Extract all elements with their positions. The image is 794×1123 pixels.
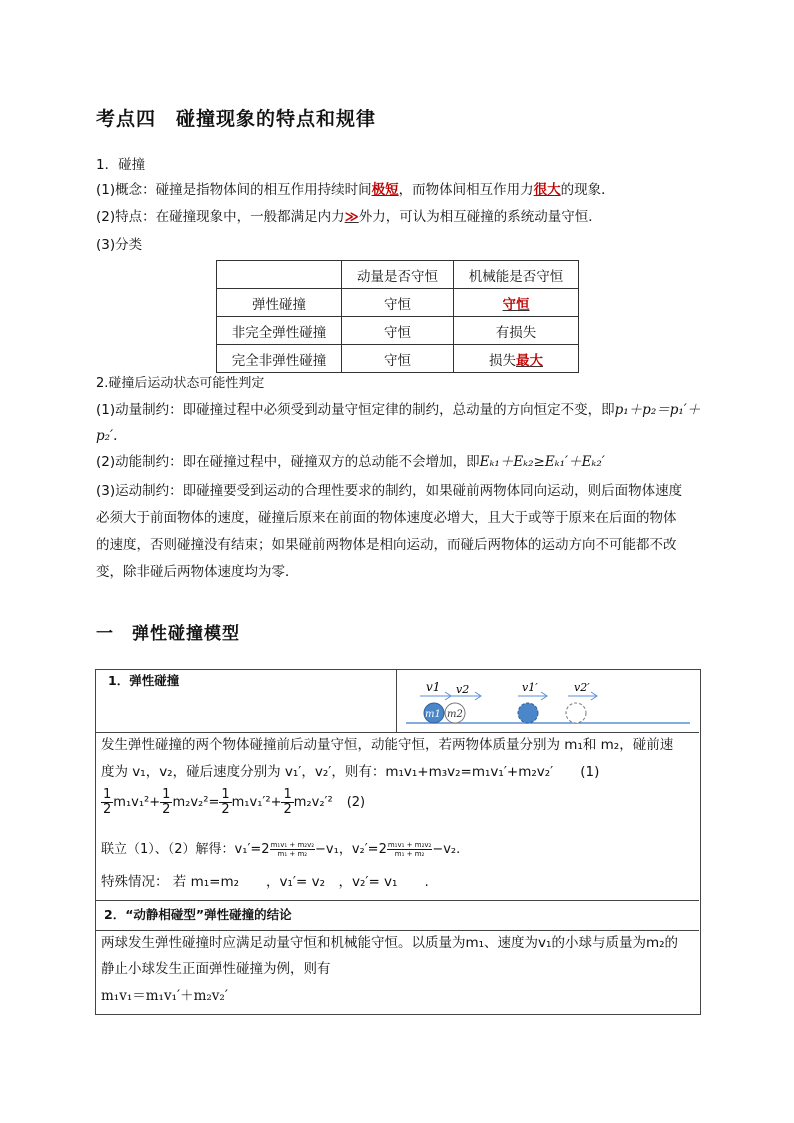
collision-heading: 1．碰撞: [96, 157, 146, 173]
momentum-constraint-cont: p₂′.: [96, 428, 118, 444]
box-divider-vertical: [396, 669, 397, 732]
half-fraction: $\frac{1}{2}$: [283, 787, 292, 817]
row-energy-text: 损失: [489, 352, 516, 369]
feature-text-1: (2)特点：在碰撞现象中，一般都满足内力: [96, 209, 345, 225]
solution-line: [101, 838, 460, 862]
row-type: 弹性碰撞: [217, 289, 342, 317]
table-row: [217, 289, 579, 317]
row-energy: [454, 317, 579, 345]
half-fraction: $\frac{1}{2}$: [221, 787, 230, 817]
row-momentum: 守恒: [342, 345, 454, 373]
label-m2: m2: [447, 709, 463, 720]
solution-text-2: −v₁，v₂′=2: [315, 842, 387, 857]
row-energy-text: 有损失: [495, 324, 537, 341]
eq2-term-1: m₁v₁²+: [113, 795, 161, 810]
concept-red-short: 极短: [371, 182, 399, 198]
label-v2p: v2′: [574, 681, 590, 694]
motion-constraint-1: (3)运动制约：即碰撞要受到运动的合理性要求的制约，如果碰前两物体同向运动，则后面物体速度: [96, 483, 683, 499]
solution-fraction-2: $\frac{\text{m₁v₁ + m₂v₂}}{\text{m₁ + m₂}}$: [387, 841, 432, 858]
concept-text-1: (1)概念：碰撞是指物体间的相互作用持续时间: [96, 182, 372, 198]
box-divider: [95, 930, 699, 931]
table-row: [217, 317, 579, 345]
half-fraction: $\frac{1}{2}$: [103, 787, 112, 817]
classification-table: [216, 260, 579, 373]
eq2-tag: (2): [346, 795, 366, 810]
label-v1p: v1′: [522, 681, 538, 694]
motion-constraint-2: 必须大于前面物体的速度，碰撞后原来在前面的物体速度必增大，且大于或等于原来在后面的物体: [96, 510, 677, 526]
energy-constraint-eq: Eₖ₁＋Eₖ₂≥Eₖ₁′＋Eₖ₂′: [479, 454, 605, 470]
label-v1: v1: [426, 680, 441, 694]
concept-text-3: 的现象．: [560, 182, 615, 198]
static-collision-text-2: 静止小球发生正面弹性碰撞为例，则有: [101, 961, 331, 977]
solution-text-3: −v₂.: [432, 842, 461, 857]
motion-constraint-3: 的速度，否则碰撞没有结束；如果碰前两物体是相向运动，而碰后两物体的运动方向不可能都不改: [96, 537, 677, 553]
concept-text-2: ，而物体间相互作用力: [398, 182, 534, 198]
row-momentum: 守恒: [342, 317, 454, 345]
energy-constraint: [96, 452, 605, 472]
section-title: 考点四 碰撞现象的特点和规律: [96, 108, 377, 130]
elastic-text-2: 度为 v₁，v₂，碰后速度分别为 v₁′，v₂′，则有：m₁v₁+m₃v₂=m₁v₁′+m₂v₂′ (1): [101, 764, 600, 780]
row-momentum: 守恒: [342, 289, 454, 317]
row-energy-red: 最大: [516, 352, 543, 369]
eq2-term-3: m₁v₁′²+: [231, 795, 282, 810]
feature-red: ≫: [344, 209, 359, 225]
table-header-row: [217, 261, 579, 289]
elastic-text-1: 发生弹性碰撞的两个物体碰撞前后动量守恒，动能守恒，若两物体质量分别为 m₁和 m₂，碰前速: [101, 737, 674, 753]
energy-constraint-text: (2)动能制约：即在碰撞过程中，碰撞双方的总动能不会增加，即: [96, 454, 480, 470]
row-energy-red: 守恒: [502, 296, 530, 313]
table-header-energy: 机械能是否守恒: [454, 261, 579, 289]
box-divider: [95, 900, 699, 901]
energy-equation: [101, 788, 365, 817]
label-m1: m1: [425, 709, 441, 720]
feature-text-2: 外力，可认为相互碰撞的系统动量守恒．: [358, 209, 602, 225]
classify-line: (3)分类: [96, 237, 143, 253]
elastic-heading: 1．弹性碰撞: [108, 673, 180, 688]
model-title: 一 弹性碰撞模型: [96, 624, 240, 644]
static-collision-text-1: 两球发生弹性碰撞时应满足动量守恒和机械能守恒。以质量为m₁、速度为v₁的小球与质量为m₂的: [101, 935, 679, 951]
momentum-constraint-eq: p₁＋p₂＝p₁′＋: [614, 402, 701, 418]
static-collision-eq: m₁v₁＝m₁v₁′＋m₂v₂′: [101, 988, 228, 1004]
row-energy: [454, 289, 579, 317]
static-collision-heading: 2．“动静相碰型”弹性碰撞的结论: [104, 907, 292, 922]
half-fraction: $\frac{1}{2}$: [162, 787, 171, 817]
row-energy: [454, 345, 579, 373]
judgement-heading: 2.碰撞后运动状态可能性判定: [96, 376, 265, 391]
table-header-momentum: 动量是否守恒: [342, 261, 454, 289]
row-type: 非完全弹性碰撞: [217, 317, 342, 345]
feature-line: [96, 207, 602, 227]
eq2-term-4: m₂v₂′²: [293, 795, 333, 810]
momentum-constraint-text: (1)动量制约：即碰撞过程中必须受到动量守恒定律的制约，总动量的方向恒定不变，即: [96, 402, 615, 418]
label-v2: v2: [456, 683, 470, 696]
table-header-empty: [217, 261, 342, 289]
table-row: [217, 345, 579, 373]
ball-m1-after: [518, 703, 538, 723]
concept-line: [96, 180, 615, 200]
concept-red-large: 很大: [533, 182, 561, 198]
collision-figure: [398, 676, 696, 730]
eq2-term-2: m₂v₂²=: [172, 795, 220, 810]
solution-fraction-1: $\frac{\text{m₁v₁ + m₂v₂}}{\text{m₁ + m₂}}$: [270, 841, 315, 858]
motion-constraint-4: 变，除非碰后两物体速度均为零．: [96, 564, 299, 580]
special-case: 特殊情况： 若 m₁=m₂ ，v₁′= v₂ ，v₂′= v₁ .: [101, 874, 429, 890]
row-type: 完全非弹性碰撞: [217, 345, 342, 373]
box-divider: [95, 732, 699, 733]
ball-m2-after: [566, 703, 586, 723]
solution-text-1: 联立（1）、（2）解得：v₁′=2: [101, 842, 270, 857]
momentum-constraint: [96, 400, 700, 420]
